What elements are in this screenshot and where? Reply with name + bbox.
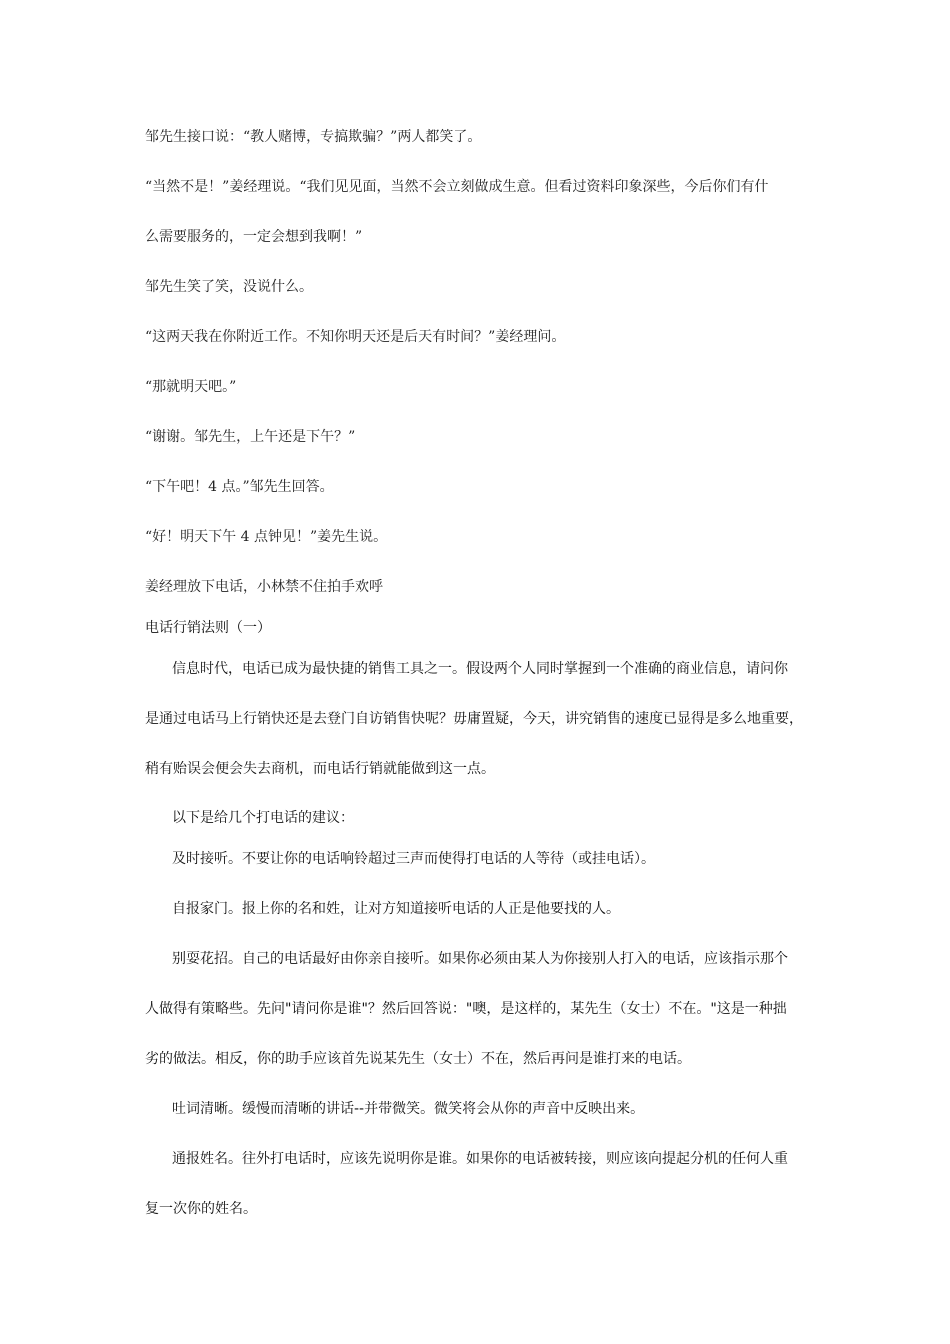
paragraph-line: 复一次你的姓名。	[145, 1201, 257, 1217]
paragraph-line: 劣的做法。相反，你的助手应该首先说某先生（女士）不在，然后再问是谁打来的电话。	[145, 1051, 691, 1067]
dialogue-line-7: “谢谢。邹先生，上午还是下午？”	[145, 429, 356, 445]
paragraph-line: 是通过电话马上行销快还是去登门自访销售快呢？毋庸置疑，今天，讲究销售的速度已显得是多么地重要，	[145, 711, 803, 727]
dialogue-line-9: “好！明天下午 4 点钟见！”姜先生说。	[145, 529, 388, 545]
dialogue-line-1: 邹先生接口说：“教人赌博，专搞欺骗？”两人都笑了。	[145, 129, 482, 145]
paragraph-line: 别耍花招。自己的电话最好由你亲自接听。如果你必须由某人为你接别人打入的电话，应该指示那个	[172, 951, 788, 967]
paragraph-line: 通报姓名。往外打电话时，应该先说明你是谁。如果你的电话被转接，则应该向提起分机的任何人重	[172, 1151, 788, 1167]
paragraph-line: 信息时代，电话已成为最快捷的销售工具之一。假设两个人同时掌握到一个准确的商业信息，请问你	[172, 661, 788, 677]
paragraph-line: 吐词清晰。缓慢而清晰的讲话--并带微笑。微笑将会从你的声音中反映出来。	[172, 1101, 645, 1117]
paragraph-line: 以下是给几个打电话的建议：	[172, 810, 354, 826]
dialogue-line-4: 邹先生笑了笑，没说什么。	[145, 279, 313, 295]
dialogue-line-10: 姜经理放下电话，小林禁不住拍手欢呼	[145, 579, 383, 595]
dialogue-line-3: 么需要服务的，一定会想到我啊！”	[145, 229, 363, 245]
dialogue-line-2: “当然不是！”姜经理说。“我们见见面，当然不会立刻做成生意。但看过资料印象深些，今后你们有什	[145, 179, 769, 195]
paragraph-line: 人做得有策略些。先问"请问你是谁"？然后回答说："噢，是这样的，某先生（女士）不在。"这是一种拙	[145, 1001, 787, 1017]
paragraph-line: 及时接听。不要让你的电话响铃超过三声而使得打电话的人等待（或挂电话）。	[172, 851, 655, 867]
dialogue-line-8: “下午吧！4 点。”邹先生回答。	[145, 479, 334, 495]
paragraph-line: 自报家门。报上你的名和姓，让对方知道接听电话的人正是他要找的人。	[172, 901, 620, 917]
paragraph-line: 稍有贻误会便会失去商机，而电话行销就能做到这一点。	[145, 761, 495, 777]
dialogue-line-6: “那就明天吧。”	[145, 379, 237, 395]
dialogue-line-5: “这两天我在你附近工作。不知你明天还是后天有时间？”姜经理问。	[145, 329, 566, 345]
section-title: 电话行销法则（一）	[145, 620, 271, 636]
